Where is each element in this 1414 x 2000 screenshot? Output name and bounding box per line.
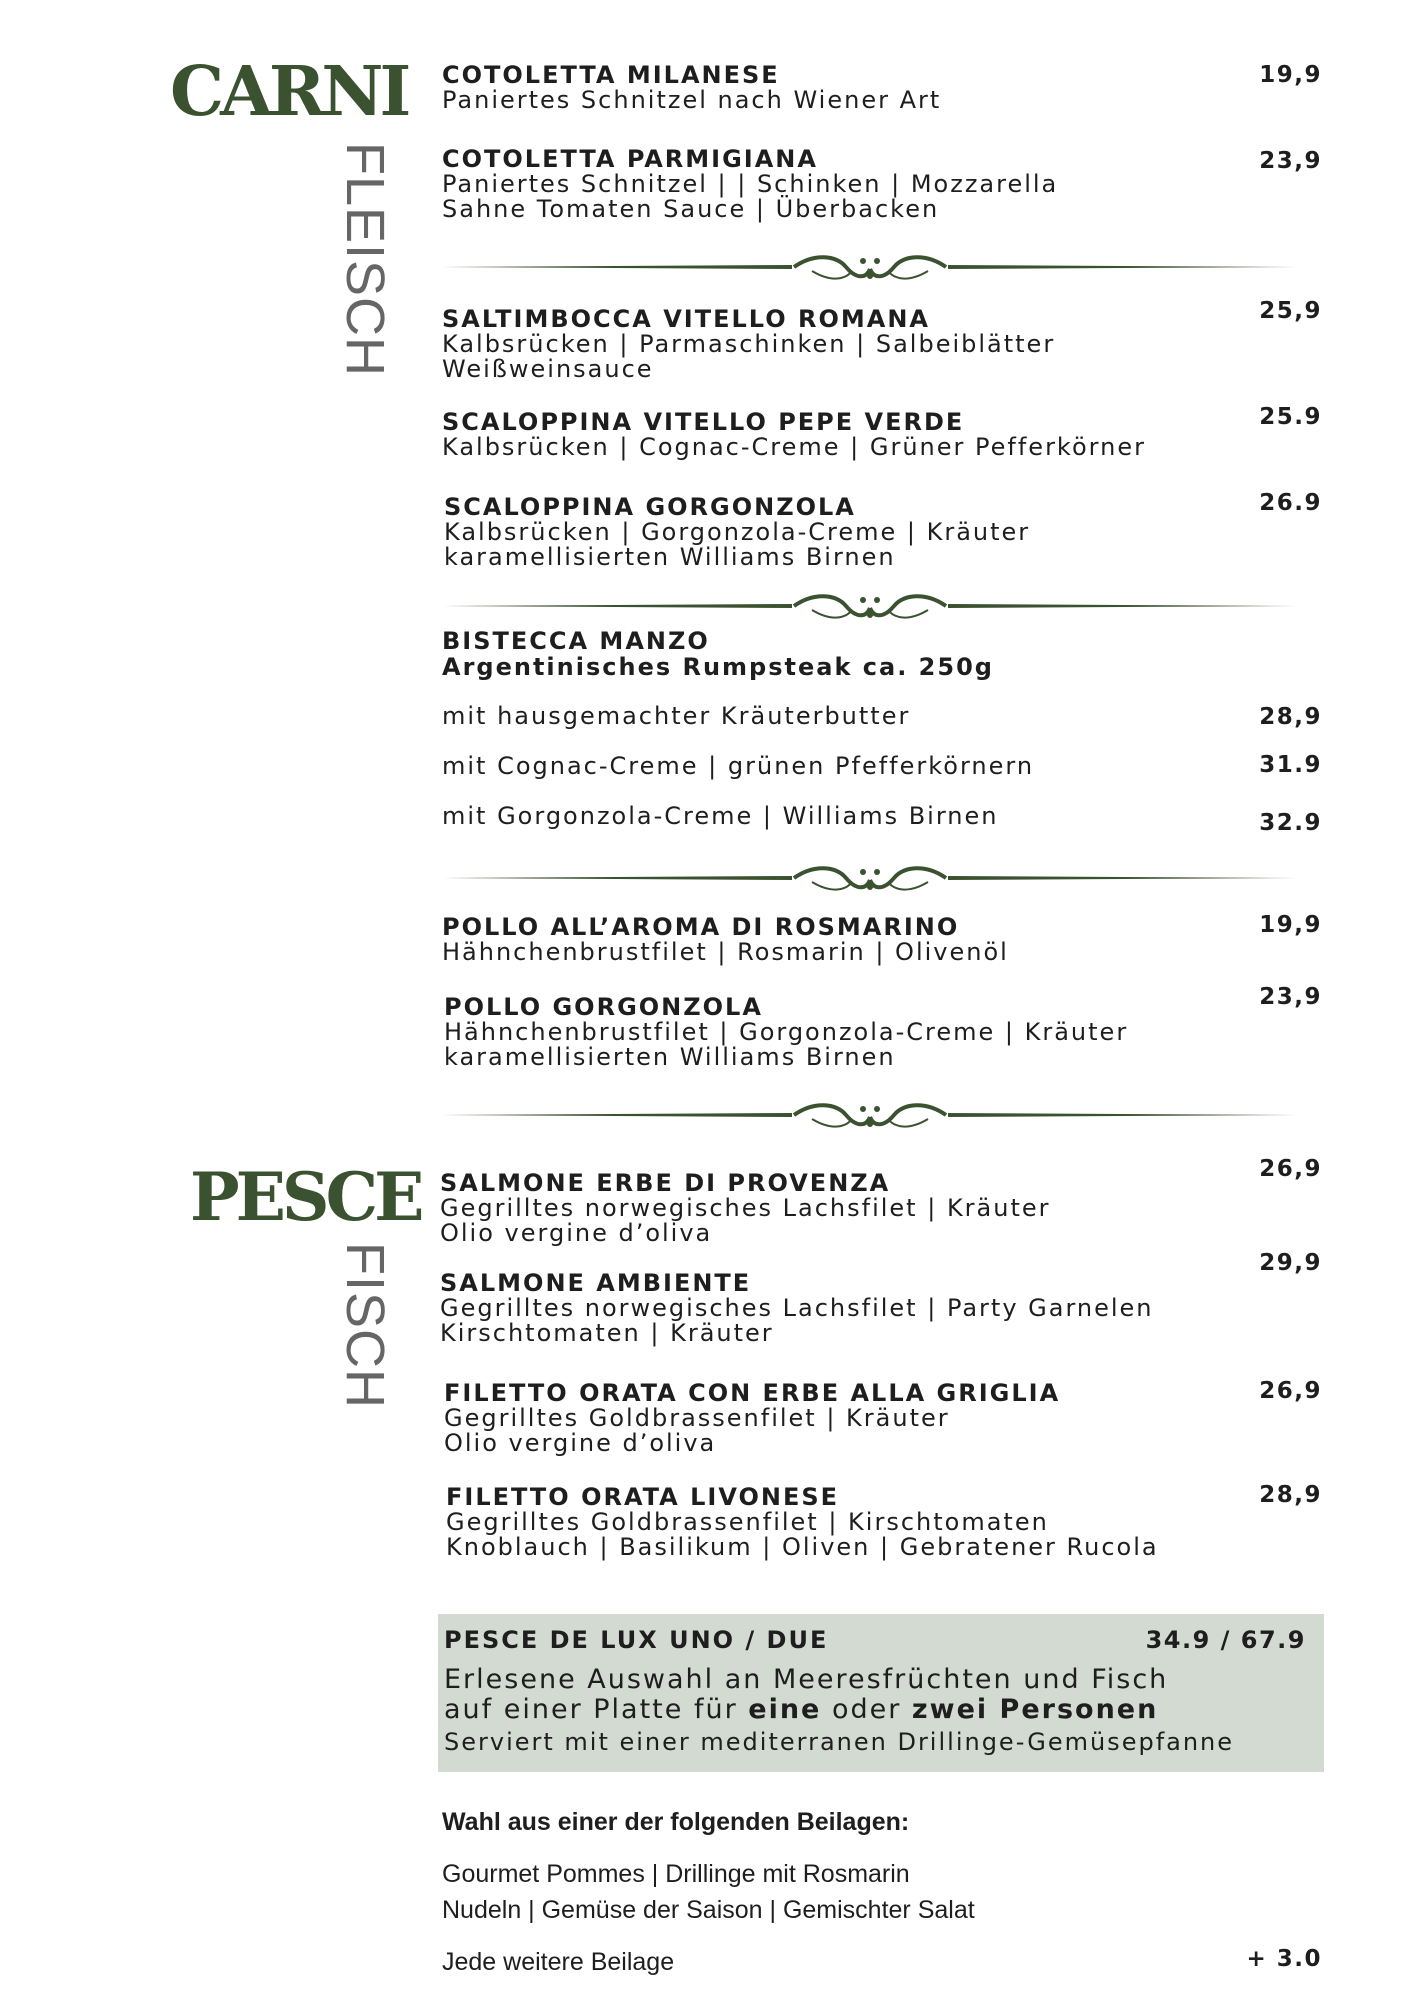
item-price: 23,9	[1259, 148, 1322, 174]
item-price: 29,9	[1259, 1250, 1322, 1276]
steak-option-price: 32.9	[1259, 810, 1322, 836]
lux-item-name: PESCE DE LUX UNO / DUE	[444, 1626, 829, 1654]
lux-item-price: 34.9 / 67.9	[1145, 1626, 1306, 1654]
item-price: 26,9	[1259, 1378, 1322, 1404]
menu-item	[440, 1170, 1320, 1246]
steak-option: mit Cognac-Creme | grünen Pfefferkörnern	[442, 752, 1035, 780]
item-price: 19,9	[1259, 912, 1322, 938]
menu-item	[442, 62, 1322, 113]
lux-text: auf einer Platte für	[444, 1694, 749, 1725]
item-price: 26,9	[1259, 1156, 1322, 1182]
lux-serving-note: Serviert mit einer mediterranen Drillinge-Gemüsepfanne	[444, 1728, 1235, 1756]
item-price: 25,9	[1259, 298, 1322, 324]
item-description: Gegrilltes norwegisches Lachsfilet | Kräuter	[440, 1194, 1051, 1222]
section-subtitle-fleisch: FLEISCH	[335, 142, 395, 378]
item-description: Paniertes Schnitzel nach Wiener Art	[442, 86, 942, 114]
extra-side-label: Jede weitere Beilage	[442, 1948, 675, 1976]
steak-option-price: 28,9	[1259, 704, 1322, 730]
item-name: SALMONE ERBE DI PROVENZA	[440, 1169, 891, 1197]
menu-item	[442, 914, 1322, 965]
item-description: Knoblauch | Basilikum | Oliven | Gebratener Rucola	[446, 1533, 1159, 1561]
extra-side-price: + 3.0	[1246, 1946, 1322, 1972]
item-name: COTOLETTA MILANESE	[442, 61, 780, 89]
menu-item	[444, 994, 1324, 1070]
item-description: Gegrilltes norwegisches Lachsfilet | Party Garnelen	[440, 1294, 1154, 1322]
item-name: FILETTO ORATA LIVONESE	[446, 1483, 840, 1511]
menu-item	[442, 628, 1322, 680]
item-name: POLLO ALL’AROMA DI ROSMARINO	[442, 913, 960, 941]
item-name: SALMONE AMBIENTE	[440, 1269, 752, 1297]
item-name: FILETTO ORATA CON ERBE ALLA GRIGLIA	[444, 1379, 1061, 1407]
item-name: BISTECCA MANZO	[442, 627, 710, 655]
steak-option: mit hausgemachter Kräuterbutter	[442, 702, 911, 730]
item-description: Gegrilltes Goldbrassenfilet | Kräuter	[444, 1404, 950, 1432]
item-name: SCALOPPINA VITELLO PEPE VERDE	[442, 408, 965, 436]
steak-option: mit Gorgonzola-Creme | Williams Birnen	[442, 802, 999, 830]
item-description: Weißweinsauce	[442, 355, 654, 383]
item-price: 28,9	[1259, 1482, 1322, 1508]
lux-text: oder	[821, 1694, 912, 1725]
lux-description-line-2	[444, 1694, 1158, 1725]
section-title-pesce: PESCE	[190, 1158, 421, 1236]
menu-item	[444, 1380, 1324, 1456]
item-name: POLLO GORGONZOLA	[444, 993, 763, 1021]
item-name: SALTIMBOCCA VITELLO ROMANA	[442, 305, 930, 333]
item-description: Gegrilltes Goldbrassenfilet | Kirschtomaten	[446, 1508, 1049, 1536]
menu-item	[442, 146, 1322, 222]
item-description: Hähnchenbrustfilet | Gorgonzola-Creme | Kräuter	[444, 1018, 1129, 1046]
item-price: 23,9	[1259, 984, 1322, 1010]
sides-list-line: Gourmet Pommes | Drillinge mit Rosmarin	[442, 1860, 910, 1888]
item-price: 25.9	[1259, 404, 1322, 430]
menu-item	[440, 1270, 1320, 1346]
lux-description-line-1: Erlesene Auswahl an Meeresfrüchten und Fisch	[444, 1664, 1169, 1695]
lux-bold-text: zwei Personen	[911, 1694, 1159, 1725]
item-description: Kalbsrücken | Cognac-Creme | Grüner Pefferkörner	[442, 433, 1146, 461]
menu-item	[442, 306, 1322, 382]
item-description: karamellisierten Williams Birnen	[444, 1043, 896, 1071]
item-name: COTOLETTA PARMIGIANA	[442, 145, 818, 173]
item-description: Hähnchenbrustfilet | Rosmarin | Olivenöl	[442, 938, 1009, 966]
ornamental-divider-icon	[442, 860, 1298, 896]
menu-item	[444, 494, 1324, 570]
item-subtitle: Argentinisches Rumpsteak ca. 250g	[442, 653, 994, 681]
pesce-de-lux-box	[438, 1614, 1324, 1772]
menu-item	[446, 1484, 1326, 1560]
item-description: Kalbsrücken | Gorgonzola-Creme | Kräuter	[444, 518, 1031, 546]
item-description: Kalbsrücken | Parmaschinken | Salbeiblätter	[442, 330, 1056, 358]
item-price: 19,9	[1259, 62, 1322, 88]
sides-list-line: Nudeln | Gemüse der Saison | Gemischter Salat	[442, 1896, 975, 1924]
item-price: 26.9	[1259, 490, 1322, 516]
menu-item	[442, 409, 1322, 460]
item-description: Sahne Tomaten Sauce | Überbacken	[442, 195, 940, 223]
section-title-carni: CARNI	[170, 52, 408, 132]
item-description: karamellisierten Williams Birnen	[444, 543, 896, 571]
sides-heading: Wahl aus einer der folgenden Beilagen:	[442, 1808, 910, 1836]
section-subtitle-fisch: FISCH	[335, 1242, 395, 1409]
ornamental-divider-icon	[442, 249, 1298, 285]
item-name: SCALOPPINA GORGONZOLA	[444, 493, 856, 521]
item-description: Paniertes Schnitzel | | Schinken | Mozzarella	[442, 170, 1059, 198]
ornamental-divider-icon	[442, 1097, 1298, 1133]
ornamental-divider-icon	[442, 588, 1298, 624]
steak-option-price: 31.9	[1259, 752, 1322, 778]
lux-bold-text: eine	[748, 1694, 822, 1725]
item-description: Olio vergine d’oliva	[444, 1429, 717, 1457]
item-description: Olio vergine d’oliva	[440, 1219, 713, 1247]
item-description: Kirschtomaten | Kräuter	[440, 1319, 774, 1347]
